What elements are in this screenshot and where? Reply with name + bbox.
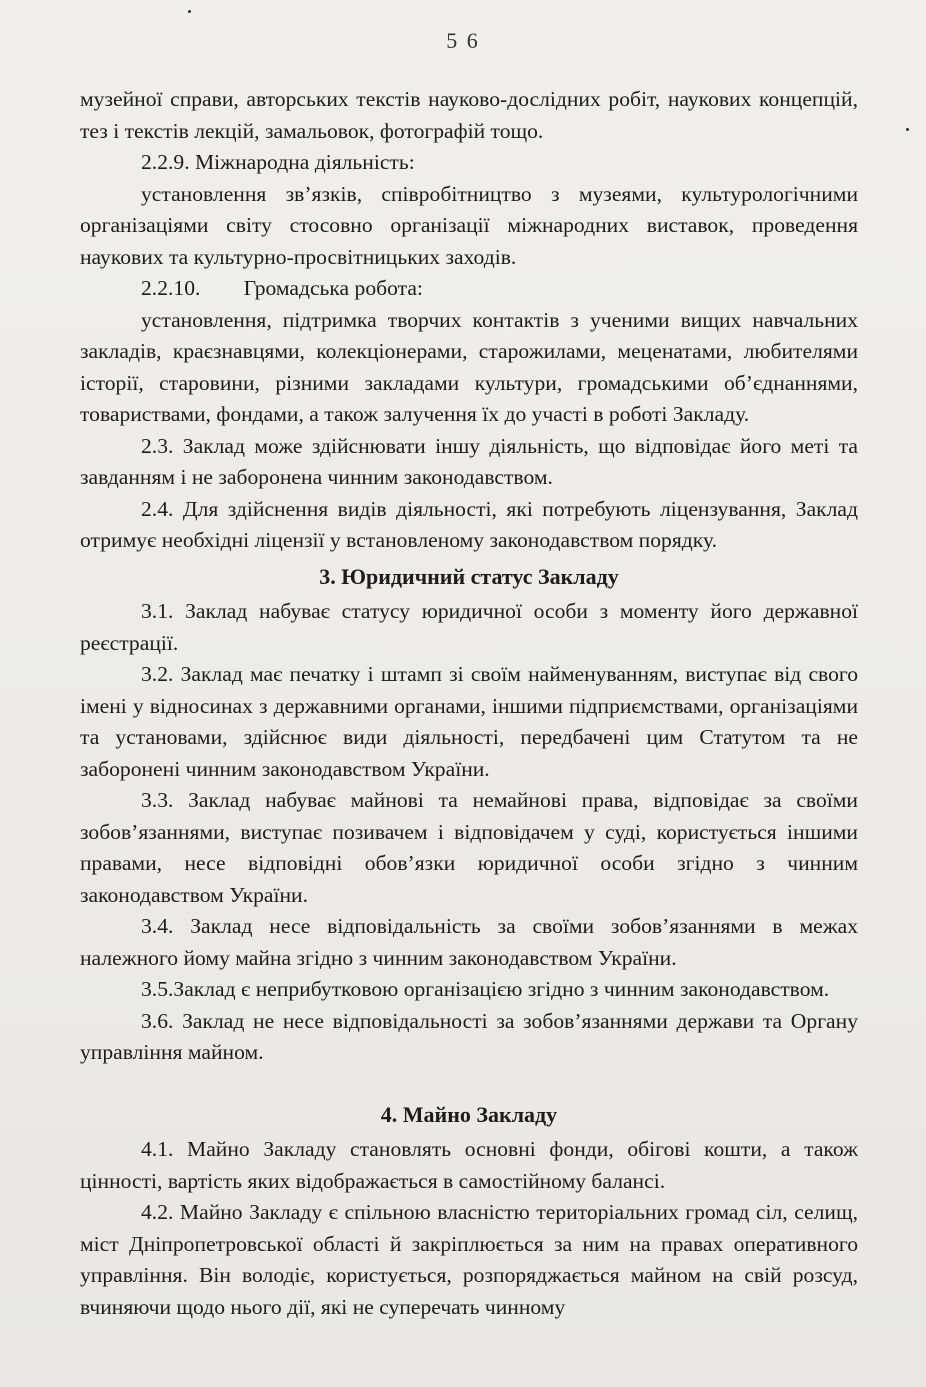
page-number: 5 6 [446, 28, 480, 53]
paragraph-2-2-10-title: 2.2.10. Громадська робота: [141, 276, 423, 300]
scan-speck [188, 10, 191, 13]
scan-speck [906, 128, 909, 131]
paragraph-3-4: 3.4. Заклад несе відповідальність за своїми зобов’язаннями в межах належного йому майна згідно з чинним законодавством України. [80, 914, 858, 970]
paragraph-2-3: 2.3. Заклад може здійснювати іншу діяльність, що відповідає його меті та завданням і не заборонена чинним законодавством. [80, 433, 858, 489]
section-4-heading: 4. Майно Закладу [380, 1101, 558, 1127]
section-3-heading: 3. Юридичний статус Закладу [319, 563, 619, 589]
paragraph-continuation: музейної справи, авторських текстів науково-дослідних робіт, наукових концепцій, тез і текстів лекцій, замальовок, фотографій тощо. [80, 87, 858, 143]
paragraph-2-2-10-body: установлення, підтримка творчих контактів з ученими вищих навчальних закладів, краєзнавцями, колекціонерами, старожилами, меценатами, любителями історії, старовини, різними закладами культури, громадськими об’єднаннями, товариствами, фондами, а також залучення їх до участі в роботі Закладу. [80, 307, 858, 426]
paragraph-3-5: 3.5.Заклад є неприбутковою організацією згідно з чинним законодавством. [141, 977, 830, 1001]
paragraph-4-2: 4.2. Майно Закладу є спільною власністю територіальних громад сіл, селищ, міст Дніпропетровської області й закріплюється за ним на правах оперативного управління. Він володіє, користується, розпоряджається майном на свій розсуд, вчиняючи щодо нього дії, які не суперечать чинному [80, 1200, 858, 1319]
paragraph-3-1: 3.1. Заклад набуває статусу юридичної особи з моменту його державної реєстрації. [80, 599, 858, 655]
paragraph-3-2: 3.2. Заклад має печатку і штамп зі своїм найменуванням, виступає від свого імені у відносинах з державними органами, іншими підприємствами, організаціями та установами, здійснює види діяльності, передбачені цим Статутом та не заборонені чинним законодавством України. [80, 662, 858, 781]
paragraph-3-3: 3.3. Заклад набуває майнові та немайнові права, відповідає за своїми зобов’язаннями, виступає позивачем і відповідачем у суді, користується іншими правами, несе відповідні обов’язки юридичної особи згідно з чинним законодавством України. [80, 788, 858, 907]
paragraph-2-2-9-title: 2.2.9. Міжнародна діяльність: [141, 150, 415, 174]
document-body [80, 84, 858, 1323]
paragraph-4-1: 4.1. Майно Закладу становлять основні фонди, обігові кошти, а також цінності, вартість яких відображається в самостійному балансі. [80, 1137, 858, 1193]
paragraph-2-2-9-body: установлення зв’язків, співробітництво з музеями, культурологічними організаціями світу стосовно організації міжнародних виставок, проведення наукових та культурно-просвітницьких заходів. [80, 181, 858, 269]
paragraph-2-4: 2.4. Для здійснення видів діяльності, які потребують ліцензування, Заклад отримує необхідні ліцензії у встановленому законодавством порядку. [80, 496, 858, 552]
paragraph-3-6: 3.6. Заклад не несе відповідальності за зобов’язаннями держави та Органу управління майном. [80, 1008, 858, 1064]
